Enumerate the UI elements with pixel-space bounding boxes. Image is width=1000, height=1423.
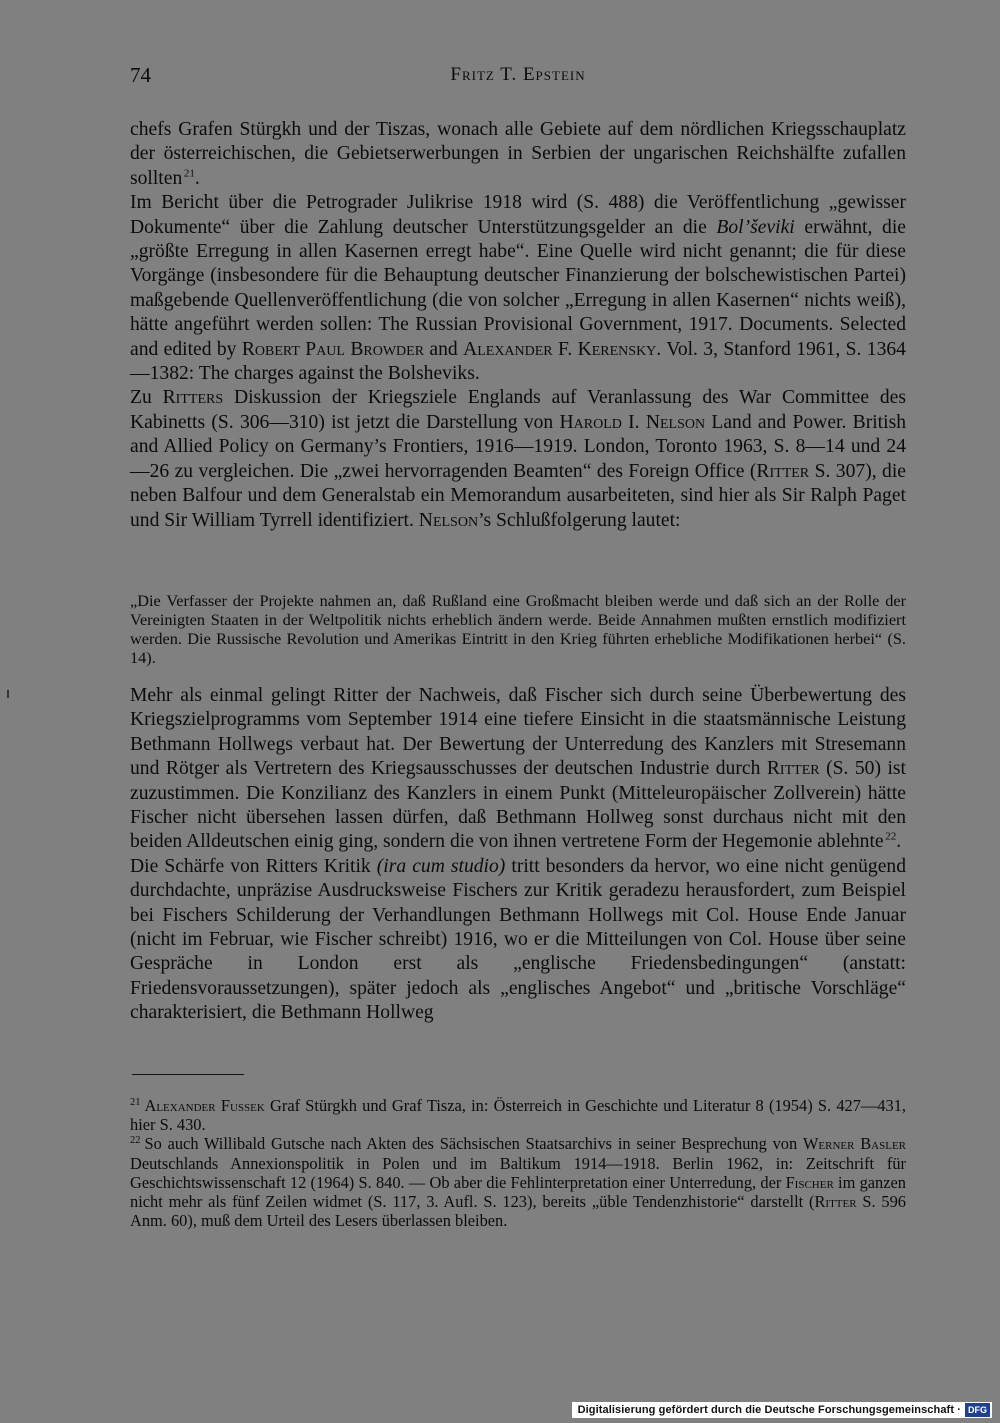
footnote-ref-22: 22 (885, 830, 897, 843)
author-name: Alexander F. Kerensky (463, 338, 657, 360)
page-number: 74 (130, 63, 151, 87)
running-head: Fritz T. Epstein (450, 64, 586, 85)
footnote-separator (132, 1074, 244, 1075)
main-text-block-1 (130, 118, 906, 533)
footnote-21: $^{21}$ Alexander Fussek Graf Stürgkh und Graf Tisza, in: Österreich in Geschichte und Literatur 8 (1954) S. 427—431, hier S. 430. (130, 1096, 906, 1135)
author-name: Ritters (162, 387, 224, 409)
paragraph-5: Die Schärfe von Ritters Kritik (ira cum studio) tritt besonders da hervor, wo eine nicht genügend durchdachte, unpräzise Ausdrucksweise Fischers zur Kritik geradezu herausfordert, zum Beispiel bei Fischers Schilderung der Verhandlungen Bethmann Hollwegs mit Col. House Ende Januar (nicht im Februar, wie Fischer schreibt) 1916, wo er die Mitteilungen von Col. House über seine Gespräche in London erst als „englische Friedensbedingungen“ (anstatt: Friedensvoraussetzungen), später jedoch als „englisches Angebot“ und „britische Vorschläge“ charakterisiert, die Bethmann Hollweg (130, 855, 906, 1024)
author-name: Werner Basler (802, 1134, 906, 1154)
footnotes (130, 1096, 906, 1230)
author-name: Alexander Fussek (144, 1096, 265, 1115)
footnote-number: 21 (130, 1096, 141, 1108)
paragraph-3: Zu Ritters Diskussion der Kriegsziele Englands auf Veranlassung des War Committee des Kabinetts (S. 306—310) ist jetzt die Darstellung von Harold I. Nelson Land and Power. British and Allied Policy on Germany’s Frontiers, 1916—1919. London, Toronto 1963, S. 8—14 und 24—26 zu vergleichen. Die „zwei hervorragenden Beamten“ des Foreign Office (Ritter S. 307), die neben Balfour und dem Generalstab ein Memorandum ausarbeiteten, sind hier als Sir Ralph Paget und Sir William Tyrrell identifiziert. Nelson’s Schlußfolgerung lautet: (130, 387, 906, 531)
author-name: Fischer (785, 1172, 834, 1192)
quote-text: „Die Verfasser der Projekte nahmen an, daß Rußland eine Großmacht bleiben werde und daß sich an der Rolle der Vereinigten Staaten in der Weltpolitik nichts erheblich ändern werde. Beide Annahmen mußten ernstlich modifiziert werden. Die Russische Revolution und Amerikas Eintritt in den Krieg führten erhebliche Modifikationen herbei“ (S. 14). (130, 591, 906, 667)
main-text-block-2 (130, 684, 906, 1026)
paragraph-1: chefs Grafen Stürgkh und der Tiszas, wonach alle Gebiete auf dem nördlichen Kriegsschauplatz der österreichischen, die Gebietserwerbungen in Serbien der ungarischen Reichshälfte zufallen sollten $^{21}$. (130, 119, 906, 189)
dfg-logo: DFG (965, 1403, 990, 1417)
italic-phrase: (ira cum studio) (376, 855, 506, 877)
italic-term: Bol’ševiki (716, 216, 795, 238)
credit-text: Digitalisierung gefördert durch die Deutsche Forschungsgemeinschaft · (577, 1404, 961, 1416)
footnote-22: $^{22}$ So auch Willibald Gutsche nach Akten des Sächsischen Staatsarchivs in seiner Besprechung von Werner Basler Deutschlands Annexionspolitik in Polen und im Baltikum 1914—1918. Berlin 1962, in: Zeitschrift für Geschichtswissenschaft 12 (1964) S. 840. — Ob aber die Fehlinterpretation einer Unterredung, der Fischer im ganzen nicht mehr als fünf Zeilen widmet (S. 117, 3. Aufl. S. 123), bereits „üble Tendenzhistorie“ darstellt (Ritter S. 596 Anm. 60), muß dem Urteil des Lesers überlassen bleiben. (130, 1134, 907, 1231)
author-name: Ritter (814, 1192, 857, 1212)
author-name: Ritter (756, 460, 810, 482)
paragraph-2: Im Bericht über die Petrograder Julikrise 1918 wird (S. 488) die Veröffentlichung „gewisser Dokumente“ über die Zahlung deutscher Unterstützungsgelder an die Bol’ševiki erwähnt, die „größte Erregung in allen Kasernen erregt habe“. Eine Quelle wird nicht genannt; die für diese Vorgänge (insbesondere für die Behauptung deutscher Finanzierung der bolschewistischen Partei) maßgebende Quellenveröffentlichung (die von solcher „Erregung in allen Kasernen“ nichts weiß), hätte angeführt werden sollen: The Russian Provisional Government, 1917. Documents. Selected and edited by Robert Paul Browder and Alexander F. Kerensky. Vol. 3, Stanford 1961, S. 1364—1382: The charges against the Bolsheviks. (130, 192, 906, 385)
author-name: Nelson (418, 509, 479, 531)
author-name: Harold I. Nelson (559, 411, 706, 433)
paragraph-4: Mehr als einmal gelingt Ritter der Nachweis, daß Fischer sich durch seine Überbewertung des Kriegszielprogramms vom September 1914 eine tiefere Einsicht in die staatsmännische Leistung Bethmann Hollwegs verbaut hat. Der Bewertung der Unterredung des Kanzlers mit Stresemann und Rötger als Vertretern des Kriegsausschusses der deutschen Industrie durch Ritter (S. 50) ist zuzustimmen. Die Konzilianz des Kanzlers in einem Punkt (Mitteleuropäischer Zollverein) hätte Fischer nicht übersehen lassen dürfen, daß Bethmann Hollweg sonst durchaus nicht mit den beiden Alldeutschen einig ging, sondern die von ihnen vertretene Form der Hegemonie ablehnte $^{22}$. (130, 685, 906, 853)
footnote-ref-21: 21 (183, 167, 195, 180)
page-header (130, 63, 906, 93)
footnote-number: 22 (130, 1134, 141, 1146)
author-name: Robert Paul Browder (241, 338, 425, 360)
digitization-credit (572, 1402, 992, 1418)
author-name: Ritter (766, 758, 820, 780)
block-quote (130, 591, 906, 667)
scan-margin-mark (7, 690, 9, 698)
